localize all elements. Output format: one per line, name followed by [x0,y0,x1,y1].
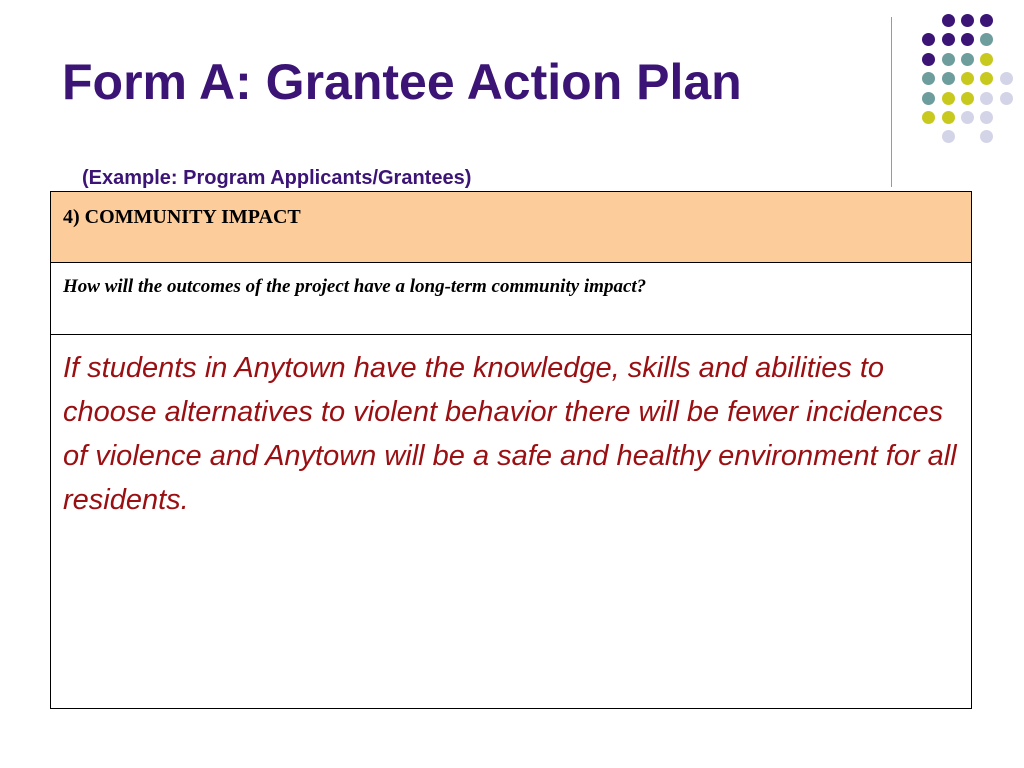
action-plan-table [50,191,972,709]
vertical-divider [891,17,892,187]
decorative-dot [922,33,935,46]
slide-title: Form A: Grantee Action Plan [62,54,742,110]
decorative-dot [980,130,993,143]
decorative-dot [1000,92,1013,105]
decorative-dot [922,111,935,124]
decorative-dot [961,111,974,124]
decorative-dot [942,111,955,124]
decorative-dot [980,14,993,27]
decorative-dot [922,72,935,85]
section-heading-row [51,192,972,263]
decorative-dot [961,33,974,46]
decorative-dot-grid [898,10,1018,170]
decorative-dot [961,92,974,105]
decorative-dot [942,53,955,66]
decorative-dot [942,130,955,143]
decorative-dot [961,14,974,27]
decorative-dot [922,92,935,105]
decorative-dot [980,111,993,124]
section-heading: 4) COMMUNITY IMPACT [51,192,972,263]
decorative-dot [980,33,993,46]
slide-subtitle: (Example: Program Applicants/Grantees) [82,167,472,189]
decorative-dot [1000,72,1013,85]
answer-text: If students in Anytown have the knowledge, skills and abilities to choose alternatives to violent behavior there will be fewer incidences of violence and Anytown will be a safe and healthy environment for all residents. [51,335,972,709]
decorative-dot [942,92,955,105]
decorative-dot [922,53,935,66]
decorative-dot [961,53,974,66]
question-text: How will the outcomes of the project have a long-term community impact? [51,263,972,335]
decorative-dot [980,53,993,66]
decorative-dot [942,14,955,27]
decorative-dot [942,33,955,46]
decorative-dot [942,72,955,85]
answer-row [51,335,972,709]
question-row [51,263,972,335]
decorative-dot [980,92,993,105]
decorative-dot [980,72,993,85]
decorative-dot [961,72,974,85]
